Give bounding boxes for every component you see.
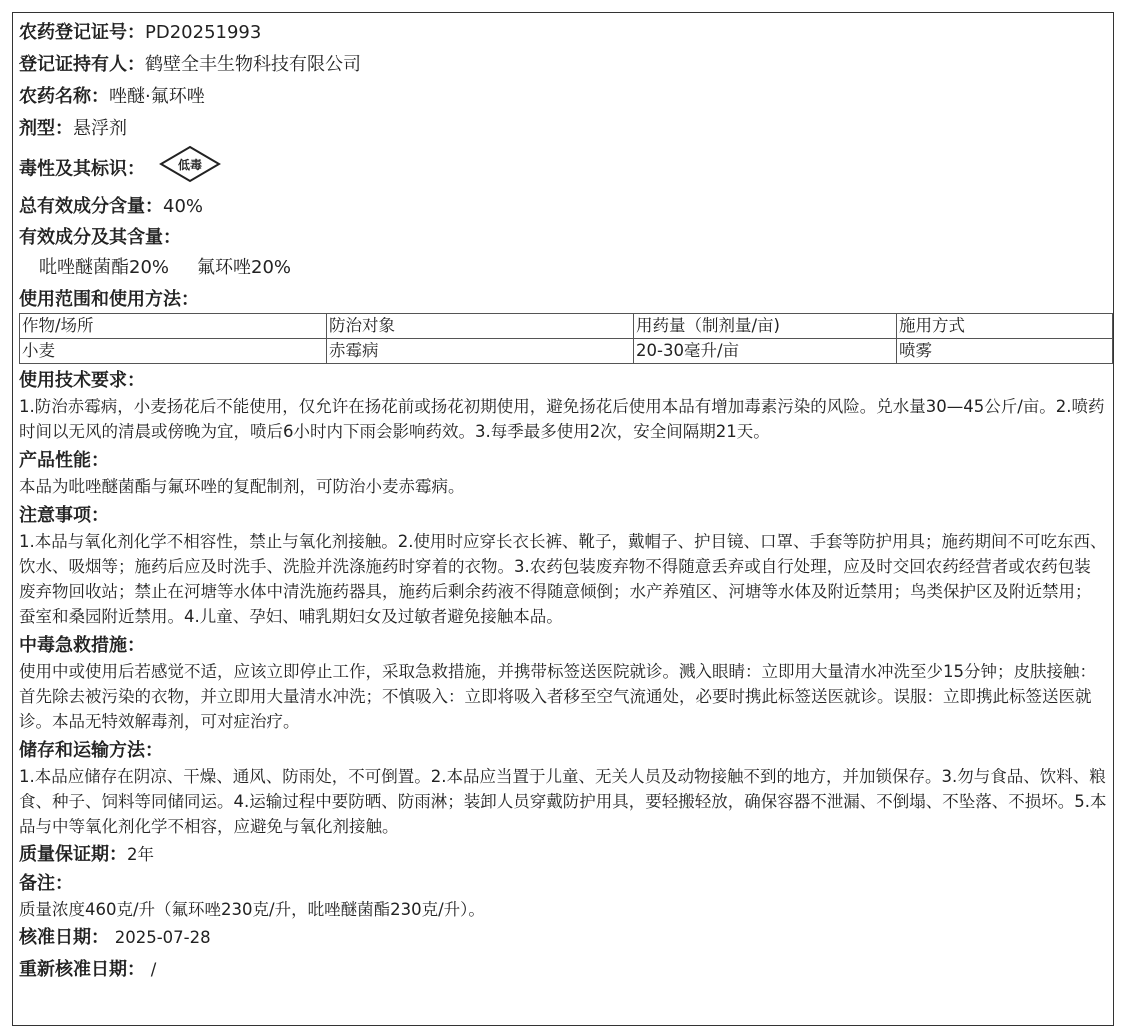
shelf-life xyxy=(19,839,1107,871)
value: PD20251993 xyxy=(145,22,262,43)
label: 毒性及其标识： xyxy=(19,158,145,180)
label: 核准日期： xyxy=(19,927,109,948)
registration-holder xyxy=(19,49,1107,81)
notes-heading: 注意事项： xyxy=(19,505,109,526)
reapproval-date xyxy=(19,954,1107,986)
cell: 小麦 xyxy=(20,339,327,364)
formulation xyxy=(19,113,1107,145)
label: 重新核准日期： xyxy=(19,959,145,980)
usage-table xyxy=(19,313,1113,364)
tech-heading: 使用技术要求： xyxy=(19,370,145,391)
total-content xyxy=(19,191,1107,223)
table-row xyxy=(20,339,1113,364)
value: 悬浮剂 xyxy=(73,118,127,139)
label: 有效成分及其含量： xyxy=(19,227,181,248)
header-cell: 作物/场所 xyxy=(20,314,327,339)
storage-heading: 储存和运输方法： xyxy=(19,740,163,761)
label: 质量保证期： xyxy=(19,844,127,865)
toxicity-badge-text: 低毒 xyxy=(177,158,203,172)
tech-text: 1.防治赤霉病，小麦扬花后不能使用，仅允许在扬花前或扬花初期使用，避免扬花后使用本品有增加毒素污染的风险。兑水量30—45公斤/亩。2.喷药时间以无风的清晨或傍晚为宜，喷后6小时内下雨会影响药效。3.每季最多使用2次，安全间隔期21天。 xyxy=(19,397,1105,441)
firstaid-text: 使用中或使用后若感觉不适，应该立即停止工作，采取急救措施，并携带标签送医院就诊。溅入眼睛：立即用大量清水冲洗至少15分钟；皮肤接触：首先除去被污染的衣物，并立即用大量清水冲洗；不慎吸入：立即将吸入者移至空气流通处，必要时携此标签送医就诊。误服：立即携此标签送医就诊。本品无特效解毒剂，可对症治疗。 xyxy=(19,662,1096,731)
cell: 20-30毫升/亩 xyxy=(634,339,897,364)
toxicity xyxy=(19,145,1107,191)
pesticide-name xyxy=(19,81,1107,113)
label: 总有效成分含量： xyxy=(19,196,163,217)
label: 登记证持有人： xyxy=(19,54,145,75)
header-cell: 施用方式 xyxy=(897,314,1113,339)
cell: 喷雾 xyxy=(897,339,1113,364)
pesticide-registration-document xyxy=(12,12,1114,1026)
remarks-heading: 备注： xyxy=(19,873,73,894)
ingredient: 吡唑醚菌酯20% xyxy=(39,257,170,278)
notes-text: 1.本品与氧化剂化学不相容性，禁止与氧化剂接触。2.使用时应穿长衣长裤、靴子，戴帽子、护目镜、口罩、手套等防护用具；施药期间不可吃东西、饮水、吸烟等；施药后应及时洗手、洗脸并洗涤施药时穿着的衣物。3.农药包装废弃物不得随意丢弃或自行处理，应及时交回农药经营者或农药包装废弃物回收站；禁止在河塘等水体中清洗施药器具，施药后剩余药液不得随意倾倒；水产养殖区、河塘等水体及附近禁用；鸟类保护区及附近禁用；蚕室和桑园附近禁用。4.儿童、孕妇、哺乳期妇女及过敏者避免接触本品。 xyxy=(19,532,1107,626)
cell: 赤霉病 xyxy=(327,339,634,364)
firstaid-heading: 中毒急救措施： xyxy=(19,635,145,656)
approval-date xyxy=(19,922,1107,954)
value: 2年 xyxy=(127,845,154,864)
low-toxicity-diamond-icon xyxy=(159,145,221,194)
ingredients-list xyxy=(19,253,1107,283)
remarks-text: 质量浓度460克/升（氟环唑230克/升，吡唑醚菌酯230克/升）。 xyxy=(19,900,485,919)
table-header-row xyxy=(20,314,1113,339)
value: / xyxy=(150,960,157,979)
storage-text: 1.本品应储存在阴凉、干燥、通风、防雨处，不可倒置。2.本品应当置于儿童、无关人员及动物接触不到的地方，并加锁保存。3.勿与食品、饮料、粮食、种子、饲料等同储同运。4.运输过程中要防晒、防雨淋；装卸人员穿戴防护用具，要轻搬轻放，确保容器不泄漏、不倒塌、不坠落、不损坏。5.本品与中等氧化剂化学不相容，应避免与氧化剂接触。 xyxy=(19,767,1107,836)
ingredients-heading xyxy=(19,223,1107,253)
value: 2025-07-28 xyxy=(114,928,211,947)
registration-number xyxy=(19,17,1107,49)
value: 鹤壁全丰生物科技有限公司 xyxy=(145,54,361,75)
label: 剂型： xyxy=(19,118,73,139)
performance-heading: 产品性能： xyxy=(19,450,109,471)
value: 唑醚·氟环唑 xyxy=(109,86,205,107)
header-cell: 用药量（制剂量/亩) xyxy=(634,314,897,339)
ingredient: 氟环唑20% xyxy=(197,257,292,278)
performance-text: 本品为吡唑醚菌酯与氟环唑的复配制剂，可防治小麦赤霉病。 xyxy=(19,477,465,496)
usage-heading: 使用范围和使用方法： xyxy=(19,289,199,310)
header-cell: 防治对象 xyxy=(327,314,634,339)
label: 农药名称： xyxy=(19,86,109,107)
label: 农药登记证号： xyxy=(19,22,145,43)
value: 40% xyxy=(163,196,204,217)
